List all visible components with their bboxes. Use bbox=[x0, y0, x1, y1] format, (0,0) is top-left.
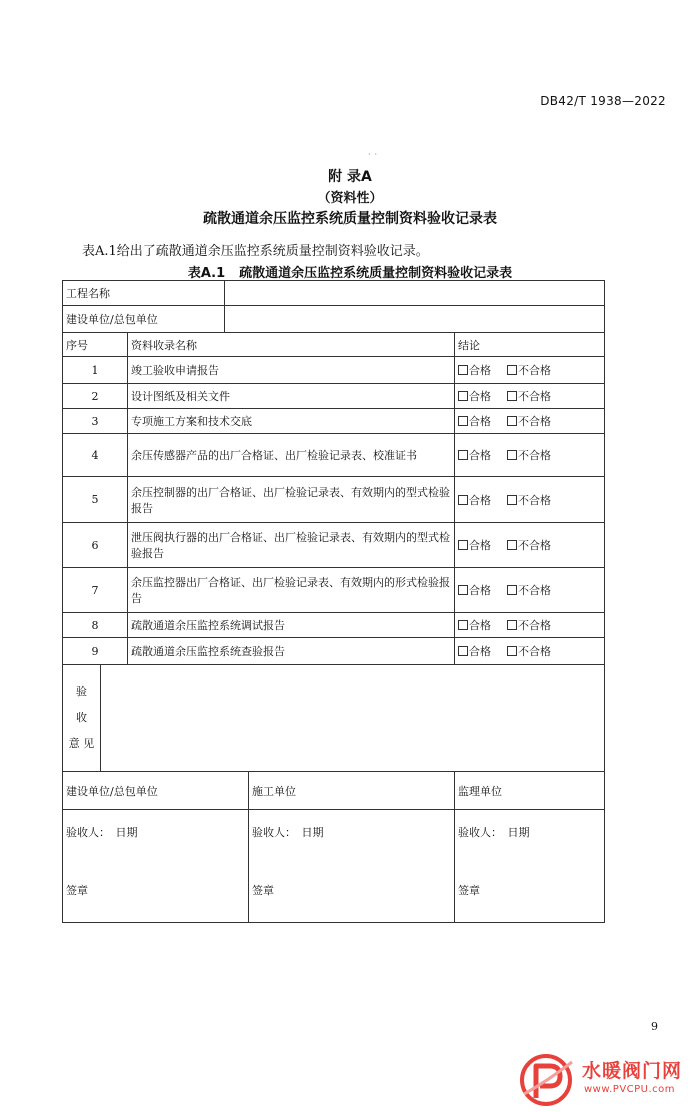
signoff-units-row bbox=[63, 772, 605, 810]
pass-label: 合格 bbox=[469, 539, 491, 552]
watermark-p-logo-icon bbox=[516, 1052, 578, 1108]
pass-checkbox[interactable] bbox=[458, 585, 468, 595]
pass-checkbox[interactable] bbox=[458, 646, 468, 656]
item-rows bbox=[63, 357, 605, 665]
row-conclusion bbox=[455, 477, 605, 523]
fail-checkbox[interactable] bbox=[507, 585, 517, 595]
project-name-label: 工程名称 bbox=[63, 281, 225, 306]
row-number: 6 bbox=[63, 523, 128, 568]
row-document-name: 疏散通道余压监控系统调试报告 bbox=[128, 613, 455, 638]
opinion-label-line2: 意 见 bbox=[68, 737, 95, 750]
intro-paragraph: 表A.1给出了疏散通道余压监控系统质量控制资料验收记录。 bbox=[82, 244, 429, 259]
pass-label: 合格 bbox=[469, 390, 491, 403]
table-row bbox=[63, 477, 605, 523]
pass-checkbox[interactable] bbox=[458, 416, 468, 426]
watermark-logo bbox=[516, 1052, 698, 1108]
fail-checkbox[interactable] bbox=[507, 620, 517, 630]
signoff-construction[interactable] bbox=[249, 810, 455, 923]
row-conclusion bbox=[455, 434, 605, 477]
header-name: 资料收录名称 bbox=[128, 333, 455, 357]
pass-label: 合格 bbox=[469, 449, 491, 462]
table-row bbox=[63, 384, 605, 409]
table-caption bbox=[0, 262, 700, 281]
row-conclusion bbox=[455, 613, 605, 638]
opinion-label-line1: 验 收 bbox=[76, 685, 98, 724]
fail-checkbox[interactable] bbox=[507, 450, 517, 460]
row-conclusion bbox=[455, 409, 605, 434]
table-row bbox=[63, 357, 605, 384]
table-header-row bbox=[63, 333, 605, 357]
table-row bbox=[63, 523, 605, 568]
acceptance-record-table bbox=[62, 280, 605, 923]
seal-label: 签章 bbox=[458, 884, 480, 897]
table-row bbox=[63, 613, 605, 638]
row-conclusion bbox=[455, 568, 605, 613]
row-conclusion bbox=[455, 357, 605, 384]
table-title: 疏散通道余压监控系统质量控制资料验收记录表 bbox=[239, 266, 513, 281]
pass-checkbox[interactable] bbox=[458, 620, 468, 630]
fail-checkbox[interactable] bbox=[507, 391, 517, 401]
contractor-row bbox=[63, 306, 605, 333]
row-number: 8 bbox=[63, 613, 128, 638]
table-row bbox=[63, 434, 605, 477]
fail-label: 不合格 bbox=[518, 619, 551, 632]
row-document-name: 疏散通道余压监控系统查验报告 bbox=[128, 638, 455, 665]
fail-checkbox[interactable] bbox=[507, 416, 517, 426]
fail-checkbox[interactable] bbox=[507, 495, 517, 505]
header-no: 序号 bbox=[63, 333, 128, 357]
row-document-name: 余压监控器出厂合格证、出厂检验记录表、有效期内的形式检验报告 bbox=[128, 568, 455, 613]
pass-label: 合格 bbox=[469, 415, 491, 428]
standard-code: DB42/T 1938—2022 bbox=[540, 94, 666, 108]
row-number: 5 bbox=[63, 477, 128, 523]
pass-checkbox[interactable] bbox=[458, 450, 468, 460]
row-document-name: 专项施工方案和技术交底 bbox=[128, 409, 455, 434]
appendix-title: 附 录A bbox=[328, 169, 372, 185]
pass-label: 合格 bbox=[469, 364, 491, 377]
seal-label: 签章 bbox=[252, 884, 274, 897]
opinion-row bbox=[63, 665, 605, 772]
project-name-value[interactable] bbox=[225, 281, 605, 306]
table-row bbox=[63, 638, 605, 665]
contractor-label: 建设单位/总包单位 bbox=[63, 306, 225, 333]
watermark-url: www.PVCPU.com bbox=[584, 1084, 676, 1095]
decorative-dots: ·· bbox=[368, 150, 382, 159]
acceptor-label: 验收人： 日期 bbox=[458, 826, 530, 839]
document-title: 疏散通道余压监控系统质量控制资料验收记录表 bbox=[203, 211, 497, 227]
project-name-row bbox=[63, 281, 605, 306]
watermark-name: 水暖阀门网 bbox=[582, 1060, 683, 1082]
seal-label: 签章 bbox=[66, 884, 88, 897]
opinion-label bbox=[63, 665, 101, 772]
pass-label: 合格 bbox=[469, 584, 491, 597]
table-row bbox=[63, 568, 605, 613]
fail-label: 不合格 bbox=[518, 539, 551, 552]
fail-label: 不合格 bbox=[518, 364, 551, 377]
table-row bbox=[63, 409, 605, 434]
unit-owner: 建设单位/总包单位 bbox=[63, 772, 249, 810]
fail-checkbox[interactable] bbox=[507, 540, 517, 550]
row-number: 9 bbox=[63, 638, 128, 665]
signoff-row bbox=[63, 810, 605, 923]
table-number: 表A.1 bbox=[187, 266, 226, 281]
row-number: 1 bbox=[63, 357, 128, 384]
opinion-value[interactable] bbox=[101, 665, 605, 772]
page-number: 9 bbox=[651, 1020, 658, 1033]
signoff-supervision[interactable] bbox=[455, 810, 605, 923]
row-number: 7 bbox=[63, 568, 128, 613]
row-number: 3 bbox=[63, 409, 128, 434]
pass-label: 合格 bbox=[469, 493, 491, 507]
fail-label: 不合格 bbox=[518, 390, 551, 403]
fail-label: 不合格 bbox=[518, 645, 551, 658]
fail-label: 不合格 bbox=[518, 493, 551, 507]
row-number: 2 bbox=[63, 384, 128, 409]
appendix-type: （资料性） bbox=[317, 191, 383, 206]
fail-checkbox[interactable] bbox=[507, 646, 517, 656]
row-conclusion bbox=[455, 384, 605, 409]
pass-label: 合格 bbox=[469, 619, 491, 632]
pass-checkbox[interactable] bbox=[458, 495, 468, 505]
pass-checkbox[interactable] bbox=[458, 540, 468, 550]
row-number: 4 bbox=[63, 434, 128, 477]
row-document-name: 余压传感器产品的出厂合格证、出厂检验记录表、校准证书 bbox=[128, 434, 455, 477]
fail-label: 不合格 bbox=[518, 449, 551, 462]
contractor-value[interactable] bbox=[225, 306, 605, 333]
fail-checkbox[interactable] bbox=[507, 365, 517, 375]
pass-checkbox[interactable] bbox=[458, 365, 468, 375]
pass-label: 合格 bbox=[469, 645, 491, 658]
header-conclusion: 结论 bbox=[455, 333, 605, 357]
unit-supervision: 监理单位 bbox=[455, 772, 605, 810]
row-document-name: 竣工验收申请报告 bbox=[128, 357, 455, 384]
row-conclusion bbox=[455, 638, 605, 665]
fail-label: 不合格 bbox=[518, 584, 551, 597]
row-document-name: 设计图纸及相关文件 bbox=[128, 384, 455, 409]
row-document-name: 泄压阀执行器的出厂合格证、出厂检验记录表、有效期内的型式检验报告 bbox=[128, 523, 455, 568]
signoff-owner[interactable] bbox=[63, 810, 249, 923]
row-conclusion bbox=[455, 523, 605, 568]
acceptor-label: 验收人： 日期 bbox=[252, 826, 324, 839]
row-document-name: 余压控制器的出厂合格证、出厂检验记录表、有效期内的型式检验报告 bbox=[128, 477, 455, 523]
fail-label: 不合格 bbox=[518, 415, 551, 428]
pass-checkbox[interactable] bbox=[458, 391, 468, 401]
acceptor-label: 验收人： 日期 bbox=[66, 826, 138, 839]
unit-construction: 施工单位 bbox=[249, 772, 455, 810]
